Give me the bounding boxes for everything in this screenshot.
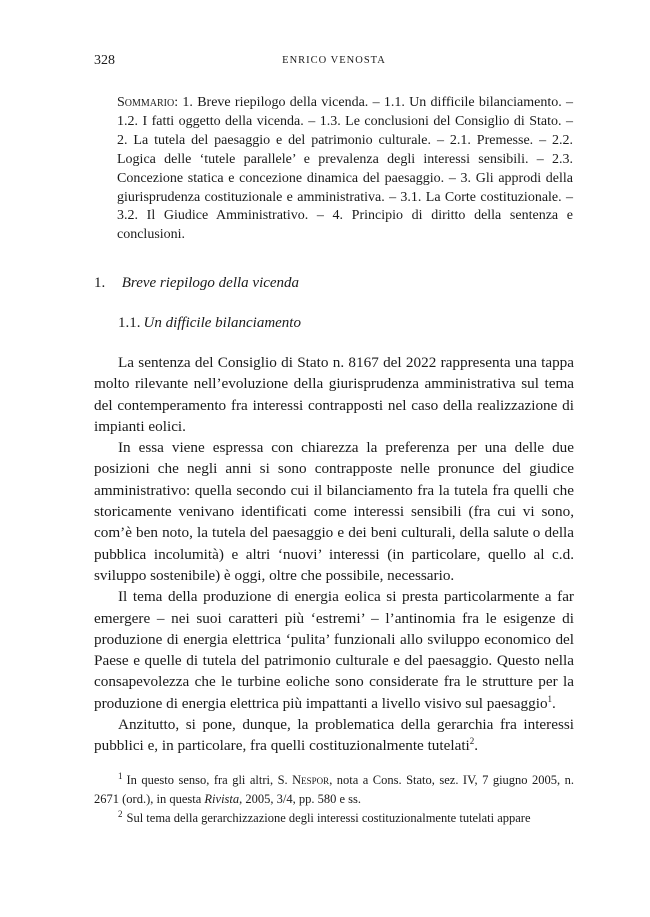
subsection-number: 1.1.: [118, 315, 141, 331]
paragraph-text: Anzitutto, si pone, dunque, la problematica della gerarchia fra interessi pubblici e, in particolare, fra quelli costituzionalmente tutelati: [94, 716, 574, 755]
paragraph: In essa viene espressa con chiarezza la preferenza per una delle due posizioni che negli anni si sono contrapposte nelle pronunce del giudice amministrativo: quella secondo cui il bilanciamento fra la tutela fra quelli che storicamente venivano identificati come interessi sensibili (fra cui vi sono, com’è ben noto, la tutela del paesaggio e dei beni culturali, della salute o della pubblica incolumità) e altri ‘nuovi’ interessi (in particolare, quello al c.d. sviluppo sostenibile) è oggi, oltre che possibile, necessario.: [94, 439, 574, 584]
paragraph: La sentenza del Consiglio di Stato n. 8167 del 2022 rappresenta una tappa molto rilevante nell’evoluzione della giurisprudenza amministrativa sul tema del contemperamento fra interessi contrapposti nel caso della realizzazione di impianti eolici.: [94, 354, 574, 435]
paragraph: [94, 586, 574, 714]
section-title: Breve riepilogo della vicenda: [121, 275, 300, 291]
footnotes: [94, 771, 574, 828]
subsection-title: Un difficile bilanciamento: [143, 315, 301, 331]
section-number: 1.: [94, 275, 106, 291]
running-author: ENRICO VENOSTA: [282, 55, 386, 66]
section-heading: [94, 275, 299, 292]
footnote-text: In questo senso, fra gli altri, S.: [126, 773, 293, 787]
body-text: [94, 352, 574, 757]
footnote-ref[interactable]: 1: [547, 693, 553, 704]
paragraph-end: .: [474, 737, 479, 755]
summary-label: Sommario: [117, 95, 175, 110]
footnote-ref[interactable]: 2: [469, 736, 475, 747]
running-header: [94, 53, 574, 71]
footnote: [94, 809, 574, 828]
footnote-author: Nespor: [292, 773, 330, 787]
footnote-text: , 2005, 3/4, pp. 580 e ss.: [239, 792, 361, 806]
summary-block: [117, 94, 573, 245]
paragraph: [94, 714, 574, 757]
page-number: 328: [94, 53, 115, 68]
footnote-mark: 2: [118, 808, 123, 819]
paragraph-end: .: [552, 694, 556, 712]
footnote-text: , nota a Cons. Stato, sez. IV, 7 giugno 2005, n. 2671 (ord.), in questa: [94, 773, 574, 806]
subsection-heading: [118, 315, 301, 332]
footnote-text: Sul tema della gerarchizzazione degli interessi costituzionalmente tutelati appare: [126, 811, 531, 825]
footnote-mark: 1: [118, 770, 123, 781]
summary-text: : 1. Breve riepilogo della vicenda. – 1.1. Un difficile bilanciamento. – 1.2. I fatti oggetto della vicenda. – 1.3. Le conclusioni del Consiglio di Stato. – 2. La tutela del paesaggio e del patrimonio culturale. – 2.1. Premesse. – 2.2. Logica delle ‘tutele parallele’ e prevalenza degli interessi sensibili. – 2.3. Concezione statica e concezione dinamica del paesaggio. – 3. Gli approdi della giurisprudenza costituzionale e amministrativa. – 3.1. La Corte costituzionale. – 3.2. Il Giudice Amministrativo. – 4. Principio di diritto della sentenza e conclusioni.: [117, 95, 573, 243]
footnote: [94, 771, 574, 809]
footnote-journal: Rivista: [204, 792, 240, 806]
paragraph-text: Il tema della produzione di energia eolica si presta particolarmente a far emergere – nei suoi caratteri più ‘estremi’ – l’antinomia fra le esigenze di produzione di energia elettrica ‘pulita’ funzionali allo sviluppo economico del Paese e quelle di tutela del patrimonio culturale e del paesaggio. Questo nella consapevolezza che le turbine eoliche sono considerate fra le strutture per la produzione di energia elettrica più impattanti a livello visivo sul paesaggio: [94, 588, 574, 712]
